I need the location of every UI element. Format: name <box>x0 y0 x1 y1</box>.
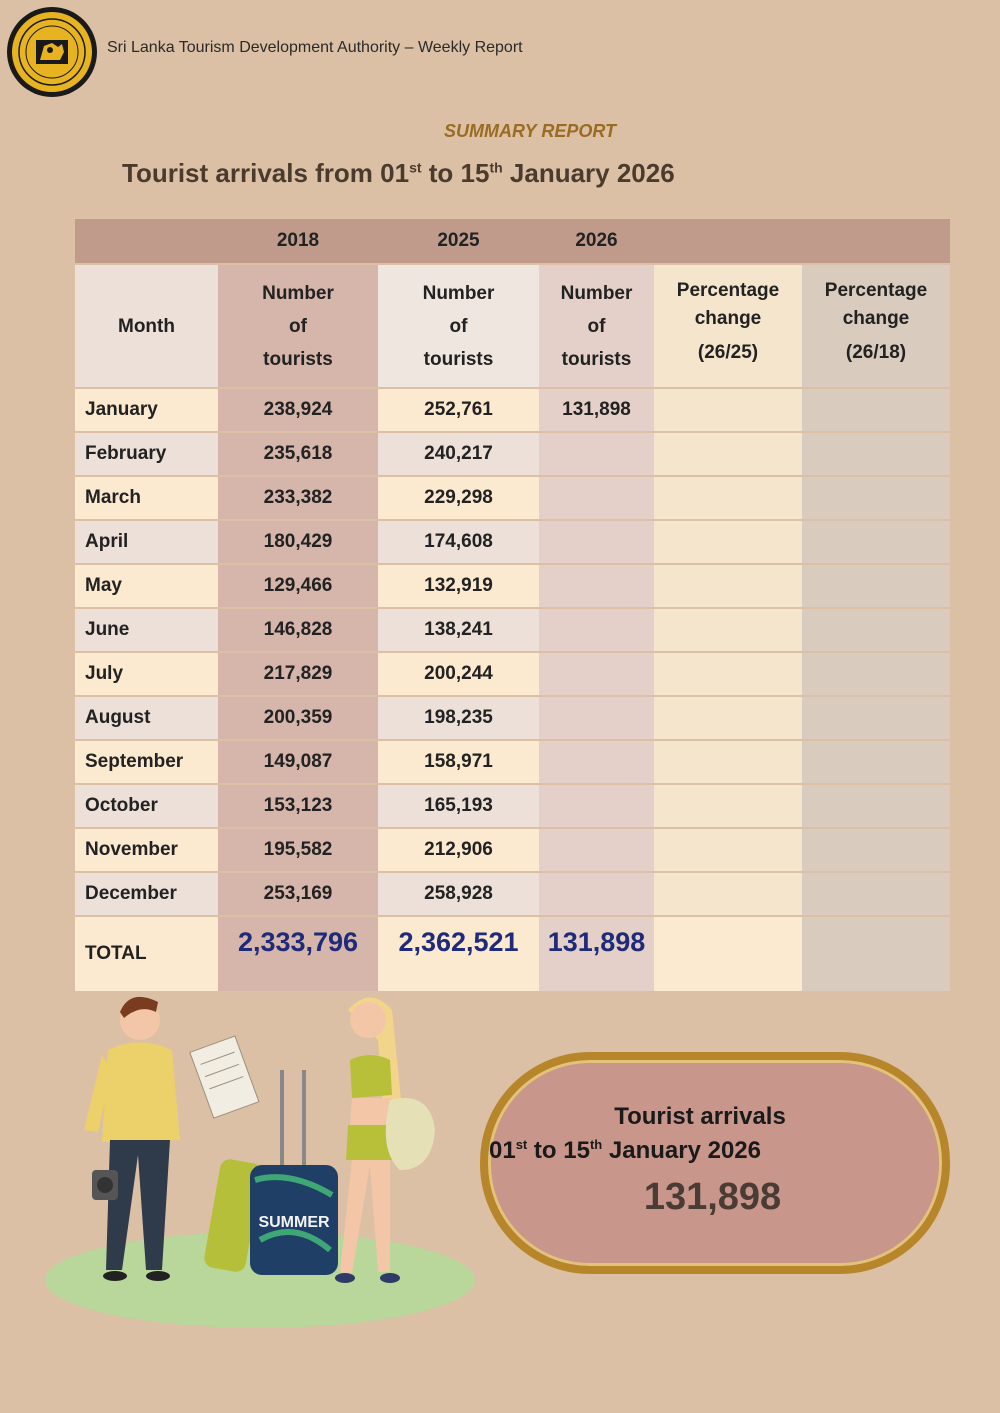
value-2026-cell <box>539 740 654 784</box>
table-row <box>75 784 950 828</box>
badge-title: Tourist arrivals <box>614 1103 786 1130</box>
value-2026-cell <box>539 872 654 916</box>
value-2018-cell: 238,924 <box>218 388 378 432</box>
total-label: TOTAL <box>75 916 218 992</box>
pct-26-25-cell <box>654 828 802 872</box>
month-cell: July <box>75 652 218 696</box>
month-cell: August <box>75 696 218 740</box>
pct-change-header-26-18: Percentage change (26/18) <box>802 264 950 388</box>
value-2018-cell: 146,828 <box>218 608 378 652</box>
value-2026-cell <box>539 784 654 828</box>
pct-26-18-cell <box>802 388 950 432</box>
value-2026-cell <box>539 432 654 476</box>
badge-total-number: 131,898 <box>643 1176 782 1218</box>
svg-text:SUMMER: SUMMER <box>258 1214 330 1231</box>
total-2026: 131,898 <box>539 916 654 992</box>
value-2018-cell: 200,359 <box>218 696 378 740</box>
pct-26-18-cell <box>802 608 950 652</box>
org-title: Sri Lanka Tourism Development Authority – Weekly Report <box>107 39 523 56</box>
month-cell: May <box>75 564 218 608</box>
month-cell: November <box>75 828 218 872</box>
pct-26-25-cell <box>654 872 802 916</box>
value-2026-cell <box>539 520 654 564</box>
table-row <box>75 652 950 696</box>
value-2025-cell: 165,193 <box>378 784 539 828</box>
page-title: Tourist arrivals from 01st to 15th January 2026 <box>122 158 675 188</box>
value-2026-cell <box>539 696 654 740</box>
pct-26-25-cell <box>654 520 802 564</box>
pct-26-25-cell <box>654 564 802 608</box>
summary-label: SUMMARY REPORT <box>443 121 617 141</box>
value-2018-cell: 235,618 <box>218 432 378 476</box>
month-column-header: Month <box>75 264 218 388</box>
value-2026-cell <box>539 652 654 696</box>
tourists-column-header: Number of tourists <box>539 264 654 388</box>
value-2026-cell <box>539 608 654 652</box>
month-cell: April <box>75 520 218 564</box>
value-2026-cell <box>539 564 654 608</box>
value-2026-cell: 131,898 <box>539 388 654 432</box>
value-2018-cell: 149,087 <box>218 740 378 784</box>
value-2018-cell: 180,429 <box>218 520 378 564</box>
value-2025-cell: 258,928 <box>378 872 539 916</box>
value-2025-cell: 198,235 <box>378 696 539 740</box>
value-2025-cell: 174,608 <box>378 520 539 564</box>
month-cell: September <box>75 740 218 784</box>
value-2025-cell: 240,217 <box>378 432 539 476</box>
pct-26-18-cell <box>802 564 950 608</box>
pct-26-25-cell <box>654 476 802 520</box>
tourists-column-header: Number of tourists <box>378 264 539 388</box>
pct-26-25-cell <box>654 784 802 828</box>
pct-26-18-cell <box>802 476 950 520</box>
value-2025-cell: 158,971 <box>378 740 539 784</box>
table-row <box>75 564 950 608</box>
pct-26-25-cell <box>654 388 802 432</box>
tourists-column-header: Number of tourists <box>218 264 378 388</box>
value-2026-cell <box>539 828 654 872</box>
pct-26-25-cell <box>654 740 802 784</box>
pct-26-25-cell <box>654 696 802 740</box>
value-2018-cell: 217,829 <box>218 652 378 696</box>
value-2025-cell: 132,919 <box>378 564 539 608</box>
month-cell: October <box>75 784 218 828</box>
pct-26-18-cell <box>802 872 950 916</box>
summer-suitcase <box>250 1070 338 1275</box>
value-2025-cell: 138,241 <box>378 608 539 652</box>
pct-26-18-cell <box>802 740 950 784</box>
value-2018-cell: 233,382 <box>218 476 378 520</box>
table-row <box>75 828 950 872</box>
table-row <box>75 388 950 432</box>
column-header-row <box>75 264 950 388</box>
value-2018-cell: 153,123 <box>218 784 378 828</box>
pct-26-18-cell <box>802 828 950 872</box>
report-header <box>0 0 1000 100</box>
total-2018: 2,333,796 <box>218 916 378 992</box>
total-2025: 2,362,521 <box>378 916 539 992</box>
value-2018-cell: 195,582 <box>218 828 378 872</box>
year-header: 2018 <box>218 219 378 264</box>
month-cell: December <box>75 872 218 916</box>
value-2018-cell: 253,169 <box>218 872 378 916</box>
pct-26-18-cell <box>802 520 950 564</box>
month-cell: January <box>75 388 218 432</box>
table-row <box>75 520 950 564</box>
pct-26-18-cell <box>802 696 950 740</box>
table-row <box>75 740 950 784</box>
value-2018-cell: 129,466 <box>218 564 378 608</box>
lion-seal-icon <box>6 6 98 98</box>
value-2025-cell: 229,298 <box>378 476 539 520</box>
pct-26-18-cell <box>802 432 950 476</box>
month-cell: June <box>75 608 218 652</box>
pct-26-25-cell <box>654 432 802 476</box>
value-2025-cell: 200,244 <box>378 652 539 696</box>
pct-26-18-cell <box>802 784 950 828</box>
year-header: 2026 <box>539 219 654 264</box>
value-2025-cell: 212,906 <box>378 828 539 872</box>
month-cell: March <box>75 476 218 520</box>
month-cell: February <box>75 432 218 476</box>
value-2025-cell: 252,761 <box>378 388 539 432</box>
table-row <box>75 872 950 916</box>
year-header: 2025 <box>378 219 539 264</box>
table-row <box>75 696 950 740</box>
pct-26-25-cell <box>654 608 802 652</box>
pct-change-header-26-25: Percentage change (26/25) <box>654 264 802 388</box>
value-2026-cell <box>539 476 654 520</box>
table-row <box>75 432 950 476</box>
pct-26-25-cell <box>654 652 802 696</box>
badge-date-range: 01st to 15th January 2026 <box>488 1137 761 1164</box>
pct-26-18-cell <box>802 652 950 696</box>
table-row <box>75 608 950 652</box>
year-header-row <box>75 219 950 264</box>
arrivals-table <box>75 219 950 993</box>
table-row <box>75 476 950 520</box>
